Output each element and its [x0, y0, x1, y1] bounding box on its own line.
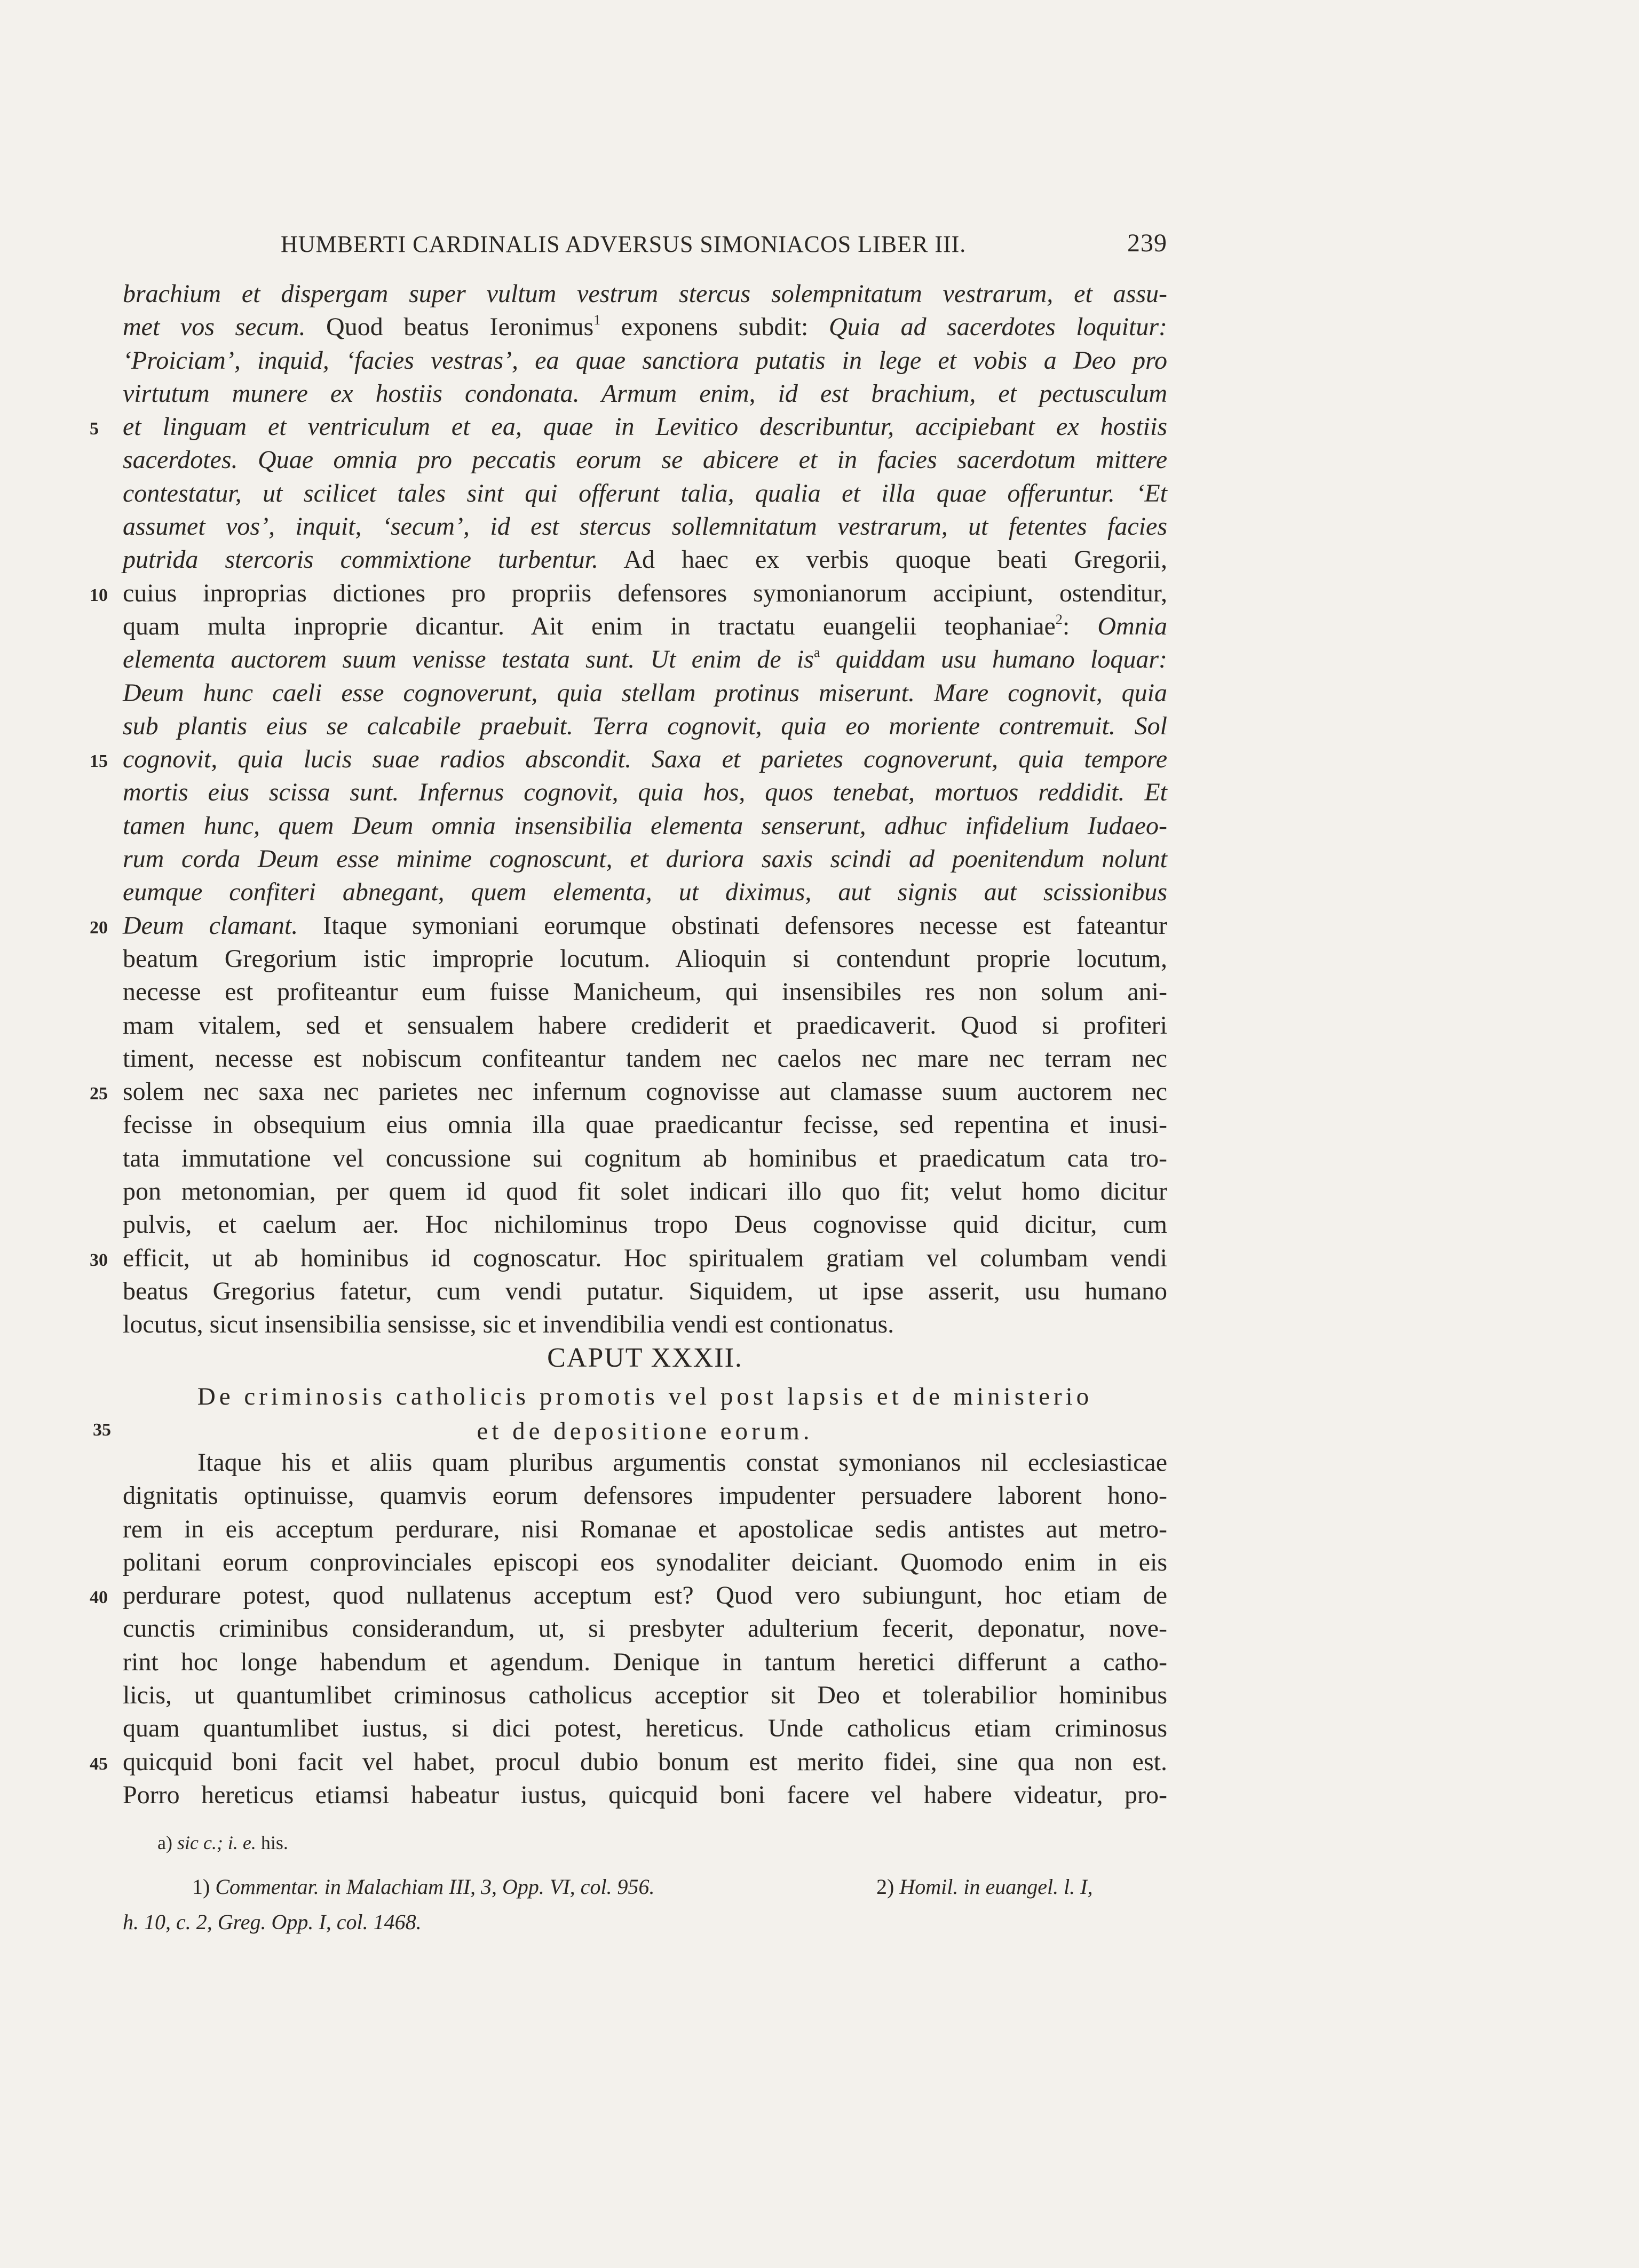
line-text [123, 1479, 1167, 1512]
line-text [123, 1142, 1167, 1175]
text-line [90, 1242, 1167, 1275]
line-text [123, 1208, 1167, 1241]
line-text [123, 1746, 1167, 1779]
line-text [123, 377, 1167, 410]
page-number: 239 [1127, 229, 1167, 257]
footnote-ref: a [813, 645, 820, 661]
note-mark: a) [157, 1832, 172, 1853]
chapter-text-block [90, 1446, 1167, 1812]
text-line [123, 443, 1167, 477]
text-line [123, 510, 1167, 543]
line-text [123, 443, 1167, 477]
text-segment: licis, ut quantumlibet criminosus catholicus acceptior sit Deo et tolerabilior hominibus [123, 1681, 1167, 1710]
text-segment: necesse est profiteantur eum fuisse Manicheum, qui insensibiles res non solum ani- [123, 978, 1167, 1006]
note-text: Homil. in euangel. l. I, [899, 1875, 1093, 1899]
footnote-ref: 2 [1055, 611, 1063, 627]
text-line [123, 1108, 1167, 1141]
text-line [90, 410, 1167, 443]
text-line [123, 710, 1167, 743]
line-text [123, 311, 1167, 344]
note-text: sic c.; i. e. [177, 1832, 256, 1853]
text-segment: cuius inproprias dictiones pro propriis defensores symonianorum accipiunt, ostenditur, [123, 578, 1167, 607]
text-line [123, 776, 1167, 809]
line-text [123, 1646, 1167, 1679]
line-number: 5 [90, 419, 99, 439]
line-text [123, 477, 1167, 510]
line-text [123, 610, 1167, 643]
running-title: HUMBERTI CARDINALIS ADVERSUS SIMONIACOS LIBER III. [281, 231, 967, 257]
line-text [123, 410, 1167, 443]
footnote-1 [192, 1874, 655, 1899]
note-word: his. [260, 1832, 288, 1853]
text-line [123, 1308, 1167, 1341]
text-segment: met vos secum. [123, 313, 306, 342]
text-line [123, 1679, 1167, 1712]
text-line [123, 1779, 1167, 1812]
text-line [123, 677, 1167, 710]
text-segment: Itaque his et aliis quam pluribus argumentis constat symonianos nil ecclesiasticae [197, 1448, 1167, 1477]
text-segment: Quod beatus Ieronimus [305, 313, 594, 342]
text-line [123, 377, 1167, 410]
text-line [123, 1009, 1167, 1042]
chapter-subtitle-line-2 [93, 1417, 1167, 1446]
line-text [123, 577, 1167, 610]
line-text [123, 776, 1167, 809]
text-segment: exponens subdit: [600, 313, 829, 342]
text-line [123, 1142, 1167, 1175]
text-line [123, 1646, 1167, 1679]
text-line [123, 344, 1167, 377]
text-segment: pon metonomian, per quem id quod fit solet indicari illo quo fit; velut homo dicitur [123, 1177, 1167, 1206]
text-segment: cunctis criminibus considerandum, ut, si presbyter adulterium fecerit, deponatur, nove- [123, 1614, 1167, 1643]
line-number: 45 [90, 1754, 108, 1774]
text-line [90, 743, 1167, 776]
text-segment: beatus Gregorius fatetur, cum vendi putatur. Siquidem, ut ipse asserit, usu humano [123, 1276, 1167, 1305]
text-line [123, 643, 1167, 676]
line-text [123, 277, 1167, 311]
line-text [123, 1612, 1167, 1645]
text-segment: dignitatis optinuisse, quamvis eorum defensores impudenter persuadere laborent hono- [123, 1481, 1167, 1510]
chapter-subtitle-line-1: De criminosis catholicis promotis vel post lapsis et de ministerio [197, 1383, 1093, 1410]
text-segment: quicquid boni facit vel habet, procul dubio bonum est merito fidei, sine qua non est. [123, 1747, 1167, 1776]
footnote-ref: 1 [593, 312, 601, 328]
text-segment: quam quantumlibet iustus, si dici potest, hereticus. Unde catholicus etiam criminosus [123, 1714, 1167, 1743]
line-number: 20 [90, 917, 108, 938]
text-segment: Quia ad sacerdotes loquitur: [828, 313, 1167, 342]
line-text [123, 344, 1167, 377]
text-segment: sub plantis eius se calcabile praebuit. Terra cognovit, quia eo moriente contremuit. Sol [123, 711, 1167, 740]
text-line [123, 1175, 1167, 1208]
text-line [123, 843, 1167, 876]
line-text [123, 1546, 1167, 1579]
text-line [123, 1546, 1167, 1579]
line-text [123, 1679, 1167, 1712]
line-text [123, 743, 1167, 776]
text-segment: solem nec saxa nec parietes nec infernum cognovisse aut clamasse suum auctorem nec [123, 1077, 1167, 1106]
text-line [123, 1612, 1167, 1645]
text-line [123, 942, 1167, 976]
line-text [123, 1175, 1167, 1208]
text-segment: quiddam usu humano loquar: [820, 645, 1168, 674]
line-text [123, 810, 1167, 843]
text-segment: ‘Proiciam’, inquid, ‘facies vestras’, ea quae sanctiora putatis in lege et vobis a Deo pro [123, 346, 1167, 375]
line-text [123, 543, 1167, 576]
text-line [123, 543, 1167, 576]
note-mark: 1) [192, 1875, 210, 1899]
footnote-2 [876, 1874, 1093, 1899]
line-number: 40 [90, 1588, 108, 1608]
text-segment: assumet vos’, inquit, ‘secum’, id est stercus sollemnitatum vestrarum, ut fetentes facies [123, 512, 1167, 541]
text-line [123, 477, 1167, 510]
text-line [123, 810, 1167, 843]
text-line [90, 909, 1168, 942]
line-number: 10 [90, 585, 108, 605]
text-segment: contestatur, ut scilicet tales sint qui offerunt talia, qualia et illa quae offeruntur. ‘Et [123, 479, 1167, 507]
text-line [123, 1208, 1167, 1241]
line-number: 35 [93, 1420, 111, 1440]
text-line [123, 1446, 1167, 1479]
critical-apparatus-note [157, 1831, 288, 1854]
text-segment: locutus, sicut insensibilia sensisse, sic et invendibilia vendi est contionatus. [123, 1310, 894, 1339]
text-segment: cognovit, quia lucis suae radios abscondit. Saxa et parietes cognoverunt, quia tempore [123, 745, 1167, 774]
text-segment: virtutum munere ex hostiis condonata. Armum enim, id est brachium, et pectusculum [123, 379, 1167, 408]
text-segment: Deum clamant. [123, 911, 298, 940]
chapter-subtitle-text: et de depositione eorum. [477, 1417, 813, 1445]
line-text [123, 876, 1167, 909]
text-segment: tata immutatione vel concussione sui cognitum ab hominibus et praedicatum cata tro- [123, 1144, 1167, 1172]
text-segment: brachium et dispergam super vultum vestrum stercus solempnitatum vestrarum, et assu- [123, 280, 1167, 308]
text-line [123, 1712, 1167, 1745]
line-text [123, 677, 1167, 710]
text-segment: perdurare potest, quod nullatenus acceptum est? Quod vero subiungunt, hoc etiam de [123, 1581, 1167, 1610]
text-segment: rint hoc longe habendum et agendum. Denique in tantum heretici differunt a catho- [123, 1647, 1167, 1676]
footnote-2-continued [123, 1909, 422, 1934]
text-line [123, 277, 1167, 311]
text-segment: Itaque symoniani eorumque obstinati defensores necesse est fateantur [298, 911, 1168, 940]
line-text [123, 1579, 1167, 1612]
text-segment: fecisse in obsequium eius omnia illa quae praedicantur fecisse, sed repentina et inusi- [123, 1111, 1167, 1139]
text-segment: tamen hunc, quem Deum omnia insensibilia elementa senserunt, adhuc infidelium Iudaeo- [123, 811, 1167, 840]
line-number: 15 [90, 751, 108, 772]
chapter-title: CAPUT XXXII. [547, 1343, 743, 1373]
text-segment: elementa auctorem suum venisse testata sunt. Ut enim de is [123, 645, 814, 674]
line-text [123, 1712, 1167, 1745]
text-segment: quam multa inproprie dicantur. Ait enim in tractatu euangelii teophaniae [123, 612, 1056, 640]
note-text: Greg. Opp. I, col. 1468. [217, 1910, 422, 1934]
text-line [123, 876, 1167, 909]
text-line [123, 311, 1167, 344]
text-segment: Omnia [1097, 612, 1167, 640]
line-text [123, 710, 1167, 743]
line-text [123, 1446, 1167, 1479]
line-text [123, 643, 1167, 676]
line-number: 25 [90, 1084, 108, 1104]
line-text [123, 1308, 1167, 1341]
text-segment: Porro hereticus etiamsi habeatur iustus, quicquid boni facere vel habere videatur, pro- [123, 1780, 1167, 1809]
note-mark: 2) [876, 1875, 894, 1899]
note-text: h. 10, c. 2, [123, 1910, 212, 1934]
line-text [123, 909, 1167, 942]
line-text [123, 1075, 1167, 1108]
text-segment: eumque confiteri abnegant, quem elementa, ut diximus, aut signis aut scissionibus [123, 878, 1167, 907]
text-segment: pulvis, et caelum aer. Hoc nichilominus tropo Deus cognovisse quid dicitur, cum [123, 1210, 1167, 1239]
text-line [90, 1746, 1167, 1779]
line-text [123, 1513, 1167, 1546]
line-text [123, 1275, 1167, 1308]
text-line [90, 577, 1167, 610]
text-segment: rum corda Deum esse minime cognoscunt, et duriora saxis scindi ad poenitendum nolunt [123, 845, 1167, 874]
text-segment: Deum hunc caeli esse cognoverunt, quia stellam protinus miserunt. Mare cognovit, quia [123, 678, 1167, 707]
line-text [123, 1242, 1167, 1275]
text-segment: et linguam et ventriculum et ea, quae in Levitico describuntur, accipiebant ex hostiis [123, 413, 1167, 441]
text-segment: rem in eis acceptum perdurare, nisi Romanae et apostolicae sedis antistes aut metro- [123, 1514, 1167, 1543]
text-segment: putrida stercoris commixtione turbentur. [123, 545, 598, 574]
line-text [123, 510, 1167, 543]
text-segment: mortis eius scissa sunt. Infernus cognovit, quia hos, quos tenebat, mortuos reddidit. Et [123, 778, 1167, 807]
line-text [123, 942, 1167, 976]
text-segment: beatum Gregorium istic improprie locutum. Alioquin si contendunt proprie locutum, [123, 944, 1167, 973]
line-text [123, 1009, 1167, 1042]
text-segment: : [1062, 612, 1098, 640]
line-text [123, 1779, 1167, 1812]
line-text [123, 1108, 1167, 1141]
main-text-block [90, 277, 1168, 1342]
note-text: Commentar. in Malachiam III, 3, Opp. VI, col. 956. [215, 1875, 655, 1899]
text-line [123, 976, 1167, 1009]
text-line [123, 1042, 1167, 1075]
line-number: 30 [90, 1250, 108, 1270]
text-line [90, 1579, 1167, 1612]
text-line [123, 610, 1167, 643]
text-segment: politani eorum conprovinciales episcopi eos synodaliter deiciant. Quomodo enim in eis [123, 1548, 1167, 1576]
line-text [123, 843, 1167, 876]
line-text [123, 1042, 1167, 1075]
text-segment: efficit, ut ab hominibus id cognoscatur. Hoc spiritualem gratiam vel columbam vendi [123, 1243, 1167, 1272]
text-line [123, 1275, 1167, 1308]
text-line [123, 1513, 1167, 1546]
text-segment: mam vitalem, sed et sensualem habere crediderit et praedicaverit. Quod si profiteri [123, 1011, 1167, 1040]
text-segment: timent, necesse est nobiscum confiteantur tandem nec caelos nec mare nec terram nec [123, 1044, 1167, 1073]
text-segment: sacerdotes. Quae omnia pro peccatis eorum se abicere et in facies sacerdotum mittere [123, 446, 1167, 474]
text-line [123, 1479, 1167, 1512]
running-header [123, 224, 1167, 267]
text-segment: Ad haec ex verbis quoque beati Gregorii, [598, 545, 1167, 574]
line-text [123, 976, 1167, 1009]
text-line [90, 1075, 1167, 1108]
